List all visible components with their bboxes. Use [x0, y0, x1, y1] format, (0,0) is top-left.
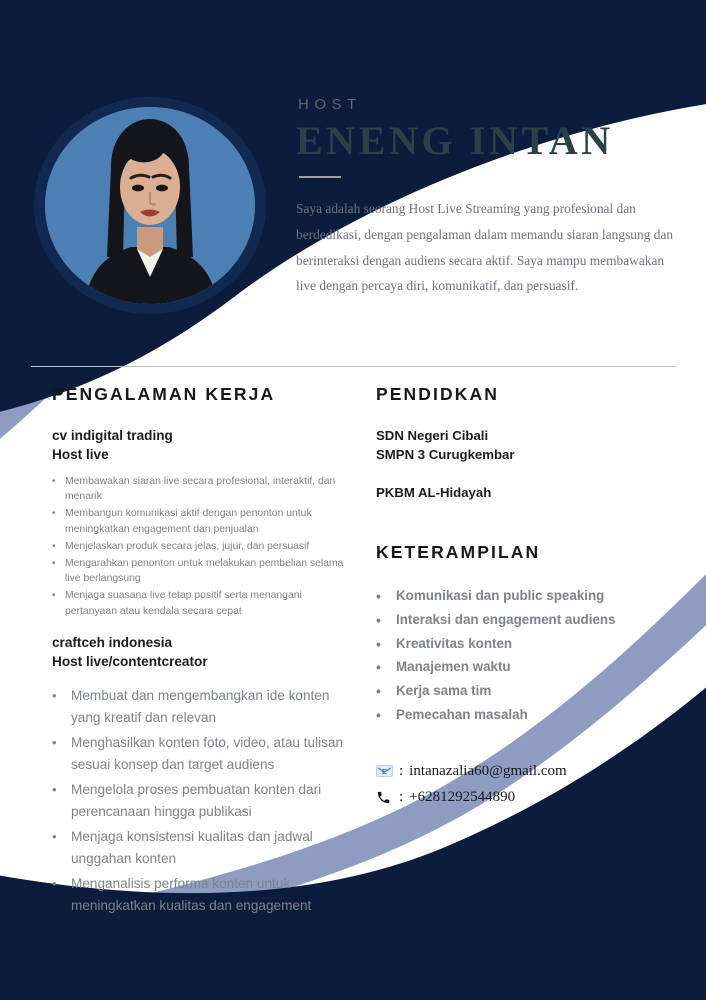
list-item: • Menjelaskan produk secara jelas, jujur, dan persuasif — [52, 539, 352, 555]
role-kicker: HOST — [298, 96, 362, 113]
experience-column — [52, 384, 352, 920]
education-item: SDN Negeri Cibali — [376, 428, 489, 443]
education-group — [376, 483, 676, 502]
list-item: • Pemecahan masalah — [376, 703, 676, 727]
job-organization: craftceh indonesia — [52, 634, 173, 650]
list-item: • Mengarahkan penonton untuk melakukan pembelian selama live berlangsung — [52, 556, 352, 588]
phone-value: +6281292544890 — [409, 788, 516, 805]
phone-icon-glyph — [376, 790, 391, 805]
list-item: • Membuat dan mengembangkan ide konten yang kreatif dan relevan — [52, 685, 352, 729]
list-item: • Manajemen waktu — [376, 655, 676, 679]
avatar — [34, 97, 266, 314]
list-item: • Kerja sama tim — [376, 679, 676, 703]
contact-phone-row[interactable] — [376, 789, 676, 806]
email-separator: : — [399, 762, 404, 779]
list-item: • Menganalisis performa konten untuk meningkatkan kualitas dan engagement — [52, 873, 352, 917]
email-icon — [376, 765, 396, 777]
experience-heading: PENGALAMAN KERJA — [52, 384, 276, 404]
phone-icon — [376, 790, 396, 805]
education-group — [376, 426, 676, 465]
list-item: • Menghasilkan konten foto, video, atau tulisan sesuai konsep dan target audiens — [52, 732, 352, 776]
page-title: ENENG INTAN — [296, 118, 614, 163]
education-skills-column — [376, 384, 676, 815]
spacer — [376, 465, 676, 483]
job-bullet-list — [52, 474, 352, 620]
spacer — [52, 621, 352, 633]
contact-email-row[interactable] — [376, 763, 676, 780]
email-icon-glyph — [376, 765, 393, 777]
list-item: • Kreativitas konten — [376, 632, 676, 656]
experience-item — [52, 633, 352, 917]
job-organization: cv indigital trading — [52, 428, 173, 443]
list-item: • Menjaga konsistensi kualitas dan jadwal unggahan konten — [52, 826, 352, 870]
svg-text:E: E — [381, 767, 388, 777]
profile-summary: Saya adalah seorang Host Live Streaming yang profesional dan berdedikasi, dengan pengalaman dalam memandu siaran langsung dan berinteraksi dengan audiens secara aktif. Saya mampu membawakan live dengan percaya diri, komunikatif, dan persuasif. — [296, 201, 674, 294]
title-rule — [299, 176, 341, 178]
email-value: intanazalia60@gmail.com — [409, 762, 567, 779]
job-bullet-list — [52, 685, 352, 917]
experience-item — [52, 426, 352, 620]
education-item: PKBM AL-Hidayah — [376, 484, 492, 500]
list-item: • Mengelola proses pembuatan konten dari perencanaan hingga publikasi — [52, 779, 352, 823]
phone-separator: : — [399, 788, 404, 805]
list-item: • Interaksi dan engagement audiens — [376, 608, 676, 632]
list-item: • Membangun komunikasi aktif dengan penonton untuk meningkatkan engagement dan penjualan — [52, 506, 352, 538]
job-role: Host live — [52, 447, 109, 463]
job-role: Host live/contentcreator — [52, 654, 208, 670]
header — [296, 96, 688, 299]
avatar-image — [45, 107, 255, 304]
contact-block — [376, 763, 676, 806]
spacer — [376, 502, 676, 542]
education-item: SMPN 3 Curugkembar — [376, 447, 515, 463]
list-item: • Membawakan siaran live secara profesional, interaktif, dan menarik — [52, 474, 352, 506]
list-item: • Komunikasi dan public speaking — [376, 584, 676, 608]
skills-heading: KETERAMPILAN — [376, 541, 541, 562]
portrait-illustration — [45, 107, 255, 304]
skills-list — [376, 584, 676, 727]
section-divider — [31, 366, 676, 367]
list-item: • Menjaga suasana live tetap positif serta menangani pertanyaan atau kendala secara cepat — [52, 588, 352, 620]
education-heading: PENDIDKAN — [376, 384, 499, 404]
